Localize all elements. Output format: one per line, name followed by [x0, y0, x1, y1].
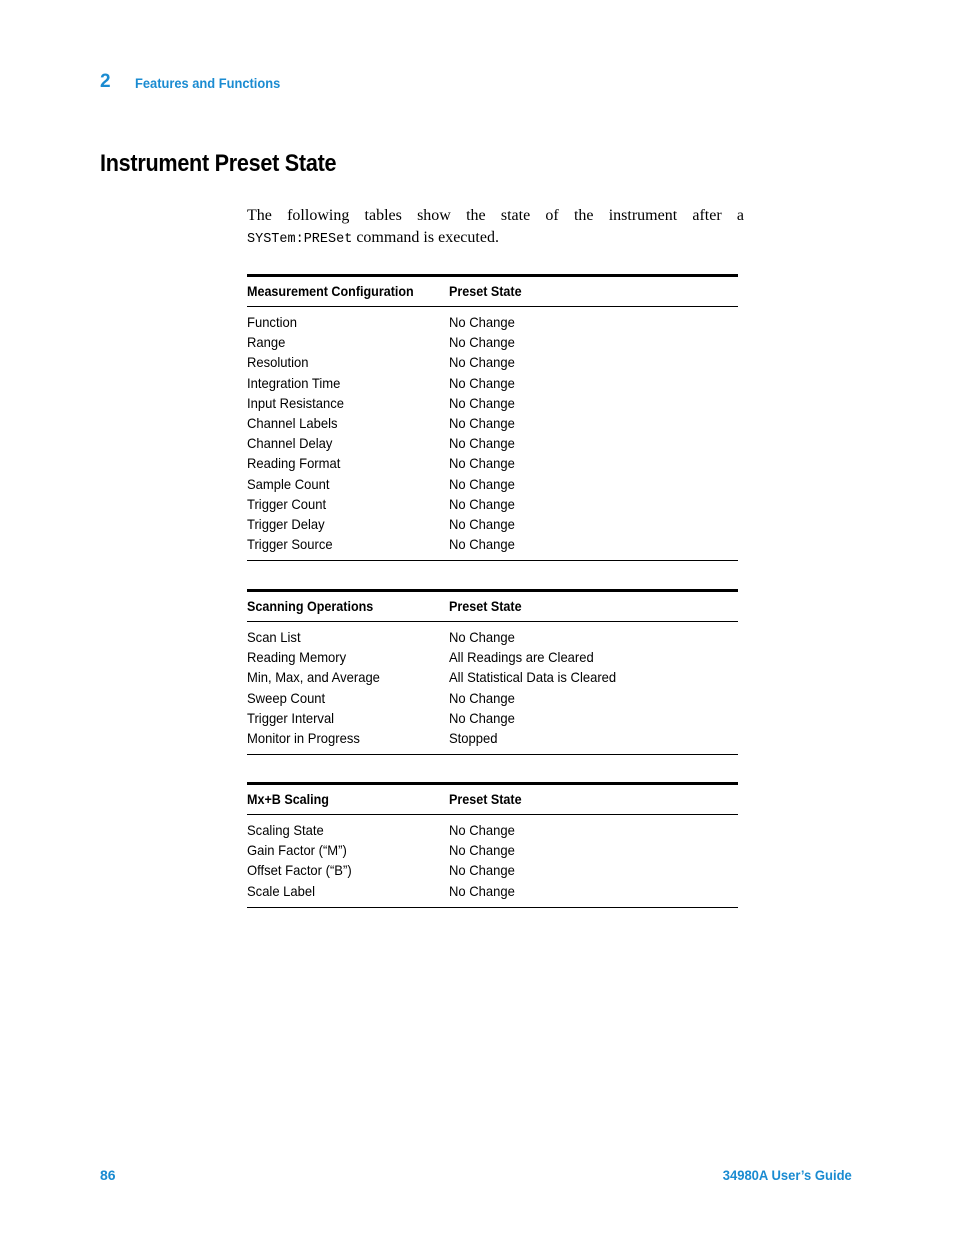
section-heading: Instrument Preset State	[100, 150, 337, 177]
table-header-col1: Measurement Configuration	[247, 284, 414, 299]
intro-paragraph	[247, 205, 744, 251]
table-header-row	[247, 592, 738, 622]
setting-name-cell: Reading Memory	[247, 649, 347, 666]
table-row	[247, 708, 738, 728]
table-row	[247, 312, 738, 332]
table-row	[247, 534, 738, 554]
preset-state-cell: No Change	[449, 515, 515, 532]
page-number: 86	[100, 1167, 116, 1183]
table-row	[247, 647, 738, 667]
preset-state-cell: No Change	[449, 435, 515, 452]
setting-name-cell: Scaling State	[247, 822, 324, 839]
table-body	[247, 307, 738, 561]
table-header-row	[247, 277, 738, 307]
setting-name-cell: Scale Label	[247, 882, 316, 899]
intro-command-code: SYSTem:PRESet	[247, 232, 353, 247]
intro-line-1: The following tables show the state of the instrument after a	[247, 207, 744, 224]
table-row	[247, 881, 738, 901]
setting-name-cell: Min, Max, and Average	[247, 669, 380, 686]
preset-state-cell: Stopped	[449, 730, 498, 747]
preset-state-cell: All Readings are Cleared	[449, 649, 594, 666]
preset-state-cell: All Statistical Data is Cleared	[449, 669, 617, 686]
setting-name-cell: Trigger Delay	[247, 515, 325, 532]
setting-name-cell: Input Resistance	[247, 394, 344, 411]
preset-state-cell: No Change	[449, 415, 515, 432]
setting-name-cell: Trigger Count	[247, 495, 327, 512]
scanning-operations-table	[247, 589, 738, 755]
setting-name-cell: Gain Factor (“M”)	[247, 842, 347, 859]
setting-name-cell: Offset Factor (“B”)	[247, 862, 352, 879]
guide-title: 34980A User’s Guide	[722, 1167, 852, 1183]
preset-state-cell: No Change	[449, 314, 515, 331]
table-row	[247, 627, 738, 647]
table-header-col2: Preset State	[449, 284, 522, 299]
setting-name-cell: Range	[247, 334, 286, 351]
chapter-number: 2	[100, 71, 111, 92]
preset-state-cell: No Change	[449, 475, 515, 492]
setting-name-cell: Scan List	[247, 629, 301, 646]
table-row	[247, 514, 738, 534]
table-row	[247, 494, 738, 514]
preset-state-cell: No Change	[449, 882, 515, 899]
preset-state-cell: No Change	[449, 354, 515, 371]
setting-name-cell: Trigger Interval	[247, 709, 335, 726]
preset-state-cell: No Change	[449, 374, 515, 391]
setting-name-cell: Channel Delay	[247, 435, 333, 452]
table-header-row	[247, 785, 738, 815]
setting-name-cell: Monitor in Progress	[247, 730, 360, 747]
table-row	[247, 453, 738, 473]
preset-state-cell: No Change	[449, 455, 515, 472]
preset-state-cell: No Change	[449, 862, 515, 879]
table-row	[247, 352, 738, 372]
table-row	[247, 474, 738, 494]
preset-state-cell: No Change	[449, 842, 515, 859]
table-row	[247, 332, 738, 352]
table-row	[247, 433, 738, 453]
preset-state-cell: No Change	[449, 629, 515, 646]
chapter-title: Features and Functions	[135, 75, 281, 91]
setting-name-cell: Channel Labels	[247, 415, 338, 432]
intro-line-2: command is executed.	[352, 229, 499, 246]
table-row	[247, 860, 738, 880]
preset-state-cell: No Change	[449, 689, 515, 706]
preset-state-cell: No Change	[449, 394, 515, 411]
preset-state-cell: No Change	[449, 495, 515, 512]
measurement-configuration-table	[247, 274, 738, 561]
preset-state-cell: No Change	[449, 536, 515, 553]
setting-name-cell: Function	[247, 314, 297, 331]
setting-name-cell: Sample Count	[247, 475, 330, 492]
table-row	[247, 840, 738, 860]
preset-state-cell: No Change	[449, 822, 515, 839]
table-body	[247, 622, 738, 755]
preset-state-cell: No Change	[449, 709, 515, 726]
table-body	[247, 815, 738, 908]
setting-name-cell: Resolution	[247, 354, 309, 371]
preset-state-cell: No Change	[449, 334, 515, 351]
table-row	[247, 688, 738, 708]
table-row	[247, 393, 738, 413]
table-row	[247, 667, 738, 687]
setting-name-cell: Sweep Count	[247, 689, 326, 706]
setting-name-cell: Reading Format	[247, 455, 341, 472]
setting-name-cell: Integration Time	[247, 374, 341, 391]
table-header-col1: Mx+B Scaling	[247, 792, 329, 807]
table-header-col2: Preset State	[449, 792, 522, 807]
setting-name-cell: Trigger Source	[247, 536, 333, 553]
table-header-col2: Preset State	[449, 599, 522, 614]
table-header-col1: Scanning Operations	[247, 599, 374, 614]
mxb-scaling-table	[247, 782, 738, 908]
table-row	[247, 373, 738, 393]
table-row	[247, 413, 738, 433]
table-row	[247, 728, 738, 748]
table-row	[247, 820, 738, 840]
